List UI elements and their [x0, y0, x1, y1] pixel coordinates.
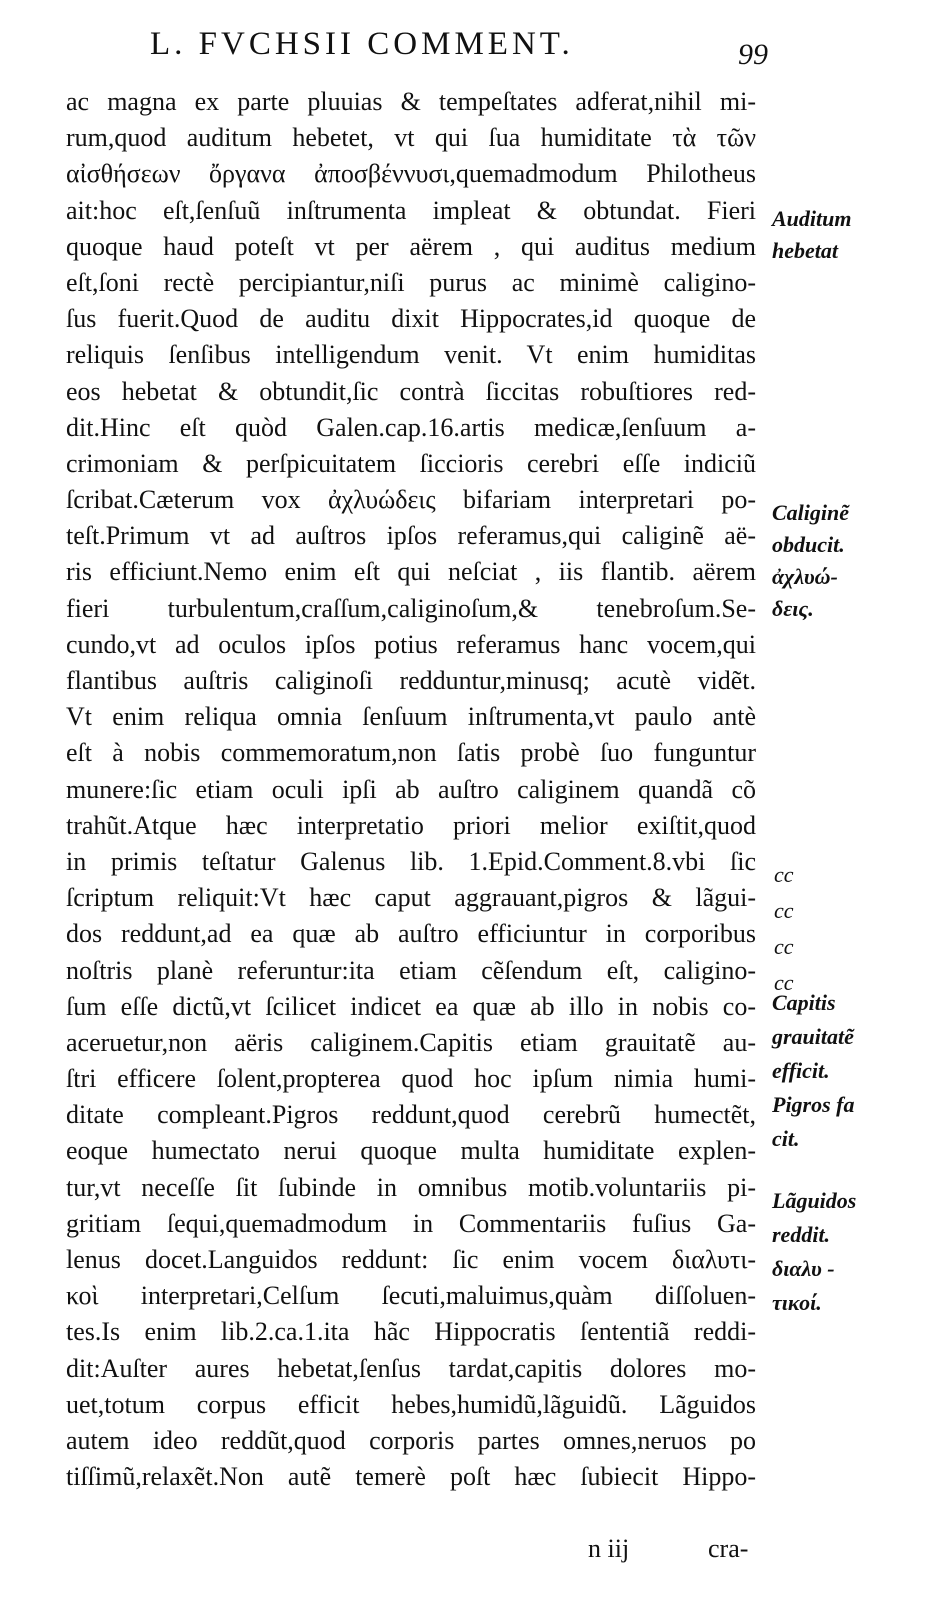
- text-line: aceruetur,non aëris caliginem.Capitis etiam grauitatẽ au-: [66, 1027, 756, 1057]
- margin-note: Lãguidos: [772, 1188, 857, 1213]
- text-line: rum,quod auditum hebetet, vt qui ſua humiditate τὰ τῶν: [66, 123, 756, 153]
- text-line: quoque haud poteſt vt per aërem , qui auditus medium: [66, 231, 756, 261]
- text-line: eos hebetat & obtundit,ſic contrà ſiccitas robuſtiores red-: [66, 376, 756, 406]
- text-line: gritiam ſequi,quemadmodum in Commentariis fuſius Ga-: [66, 1208, 756, 1238]
- text-line: αἰσθήσεων ὄργανα ἀποσβέννυσι,quemadmodum Philotheus: [66, 159, 756, 189]
- text-line: tiſſimũ,relaxẽt.Non autẽ temerè poſt hæc ſubiecit Hippo-: [66, 1462, 756, 1492]
- text-line: ac magna ex parte pluuias & tempeſtates adferat,nihil mi-: [66, 87, 756, 116]
- text-line: in primis teſtatur Galenus lib. 1.Epid.Comment.8.vbi ſic: [66, 846, 756, 876]
- margin-note: grauitatẽ: [772, 1024, 854, 1049]
- margin-note: τικοί.: [772, 1290, 822, 1315]
- text-line: ris efficiunt.Nemo enim eſt qui neſciat , iis flantib. aërem: [66, 557, 756, 587]
- text-line: ſcriptum reliquit:Vt hæc caput aggrauant,pigros & lãgui-: [66, 883, 756, 913]
- text-line: tur,vt neceſſe ſit ſubinde in omnibus motib.voluntariis pi-: [66, 1172, 756, 1202]
- text-line: dit:Auſter aures hebetat,ſenſus tardat,capitis dolores mo-: [66, 1353, 756, 1383]
- catchword: cra-: [708, 1534, 749, 1563]
- text-line: teſt.Primum vt ad auſtros ipſos referamus,qui caliginẽ aë-: [66, 521, 756, 551]
- text-line: ſtri efficere ſolent,propterea quod hoc ipſum nimia humi-: [66, 1064, 756, 1094]
- page-number: 99: [738, 38, 768, 71]
- margin-note: hebetat: [772, 238, 838, 263]
- text-line: lenus docet.Languidos reddunt: ſic enim vocem διαλυτι-: [66, 1245, 756, 1274]
- text-line: reliquis ſenſibus intelligendum venit. Vt enim humiditas: [66, 340, 756, 370]
- text-line: autem ideo reddũt,quod corporis partes omnes,neruos po: [66, 1425, 756, 1455]
- running-head: L. FVCHSII COMMENT.: [150, 26, 574, 62]
- text-line: ditate compleant.Pigros reddunt,quod cerebrũ humectẽt,: [66, 1100, 756, 1130]
- text-line: fieri turbulentum,craſſum,caliginoſum,& tenebroſum.Se-: [66, 593, 756, 623]
- text-line: Vt enim reliqua omnia ſenſuum inſtrumenta,vt paulo antè: [66, 702, 756, 732]
- quotation-mark: cc: [774, 934, 794, 959]
- text-line: dit.Hinc eſt quòd Galen.cap.16.artis medicæ,ſenſuum a-: [66, 412, 756, 442]
- margin-note: reddit.: [772, 1222, 831, 1247]
- text-line: trahũt.Atque hæc interpretatio priori melior exiſtit,quod: [66, 810, 756, 840]
- text-line: ſus fuerit.Quod de auditu dixit Hippocrates,id quoque de: [66, 304, 756, 334]
- text-line: flantibus auſtris caliginoſi redduntur,minusq; acutè vidẽt.: [66, 666, 756, 695]
- text-line: ait:hoc eſt,ſenſuũ inſtrumenta impleat & obtundat. Fieri: [66, 195, 756, 225]
- margin-note: obducit.: [772, 532, 845, 557]
- margin-note: Capitis: [772, 990, 836, 1015]
- margin-note: cit.: [772, 1126, 800, 1151]
- quotation-mark: cc: [774, 970, 794, 995]
- margin-note: Caliginẽ: [772, 500, 850, 525]
- text-line: uet,totum corpus efficit hebes,humidũ,lãguidũ. Lãguidos: [66, 1389, 756, 1419]
- text-line: tes.Is enim lib.2.ca.1.ita hãc Hippocratis ſententiã reddi-: [66, 1317, 756, 1347]
- text-line: cundo,vt ad oculos ipſos potius referamus hanc vocem,qui: [66, 629, 756, 659]
- text-line: ſum eſſe dictũ,vt ſcilicet indicet ea quæ ab illo in nobis co-: [66, 991, 756, 1021]
- margin-note: efficit.: [772, 1058, 830, 1083]
- text-line: crimoniam & perſpicuitatem ſiccioris cerebri eſſe indiciũ: [66, 448, 756, 478]
- quotation-mark: cc: [774, 862, 794, 887]
- margin-note: Auditum: [772, 206, 852, 231]
- text-line: noſtris planè referuntur:ita etiam cẽſendum eſt, caligino-: [66, 955, 756, 985]
- signature-mark: n iij: [588, 1534, 630, 1563]
- text-line: eſt à nobis commemoratum,non ſatis probè ſuo funguntur: [66, 738, 756, 768]
- quotation-mark: cc: [774, 898, 794, 923]
- margin-note: διαλυ -: [772, 1256, 835, 1281]
- text-line: munere:ſic etiam oculi ipſi ab auſtro caliginem quandã cõ: [66, 774, 756, 804]
- text-line: dos reddunt,ad ea quæ ab auſtro efficiuntur in corporibus: [66, 919, 756, 949]
- margin-note: δεις.: [772, 596, 814, 621]
- margin-note: Pigros fa: [772, 1092, 855, 1117]
- text-line: ſcribat.Cæterum vox ἀχλυώδεις bifariam interpretari po-: [66, 485, 756, 515]
- text-line: κοὶ interpretari,Celſum ſecuti,maluimus,quàm diſſoluen-: [66, 1281, 756, 1311]
- margin-note: ἀχλυώ-: [772, 564, 838, 589]
- text-line: eoque humectato nerui quoque multa humiditate explen-: [66, 1136, 756, 1166]
- text-line: eſt,ſoni rectè percipiantur,niſi purus ac minimè caligino-: [66, 267, 756, 297]
